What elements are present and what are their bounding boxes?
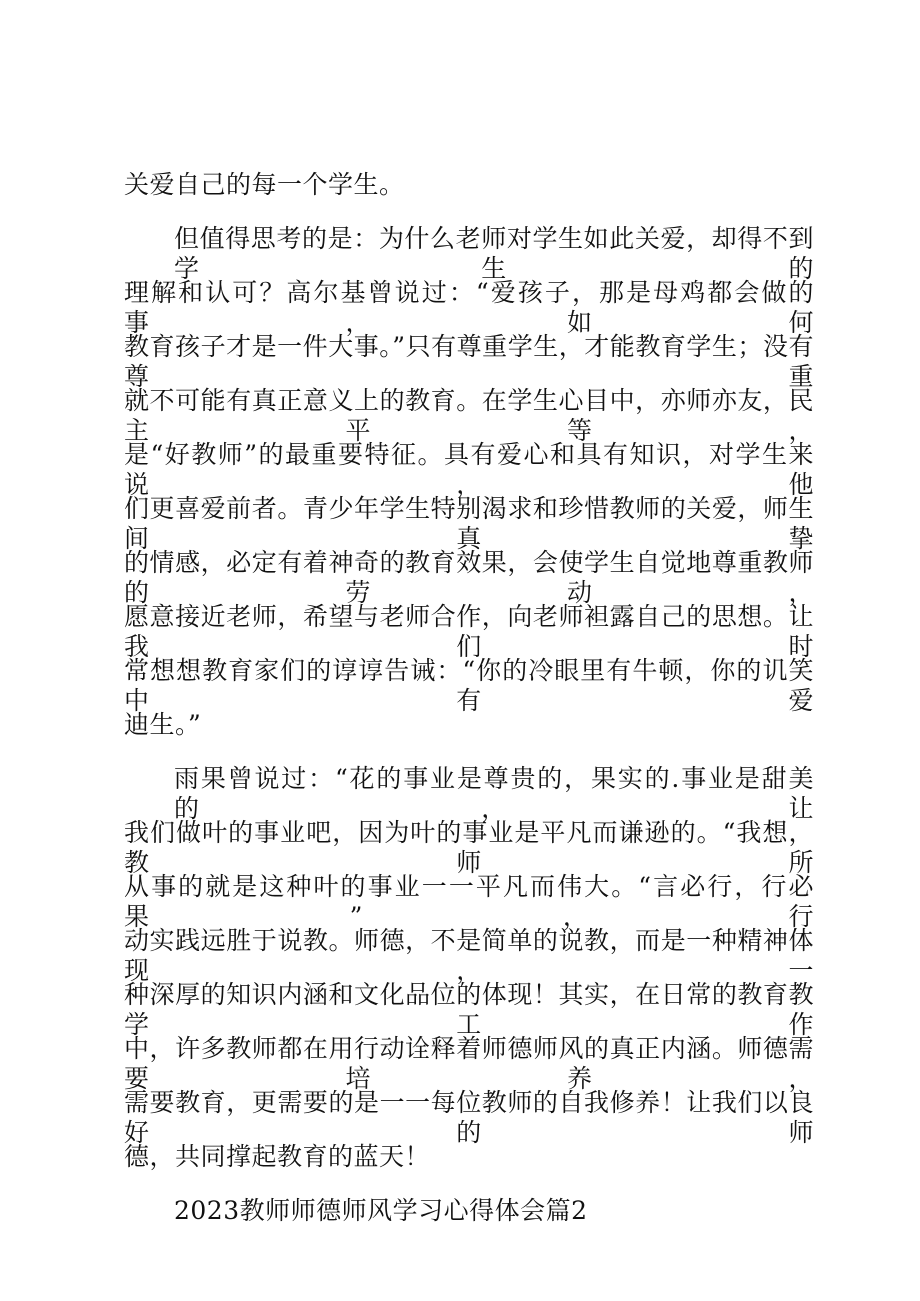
text-line: 迪生。” bbox=[124, 710, 202, 739]
section-heading: 2023教师师德师风学习心得体会篇2 bbox=[174, 1196, 588, 1225]
text-line: 从事的就是这种叶的事业一一平凡而伟大。“言必行，行必果”，行 bbox=[124, 872, 814, 931]
text-line: 们更喜爱前者。青少年学生特别渴求和珍惜教师的关爱，师生间真挚 bbox=[124, 494, 814, 553]
text-line: 是“好教师”的最重要特征。具有爱心和具有知识，对学生来说，他 bbox=[124, 440, 814, 499]
text-line: 德，共同撑起教育的蓝天！ bbox=[124, 1142, 431, 1171]
text-line: 教育孩子才是一件大事。”只有尊重学生，才能教育学生；没有尊重 bbox=[124, 332, 814, 391]
text-line: 的情感，必定有着神奇的教育效果，会使学生自觉地尊重教师的劳动， bbox=[124, 548, 814, 607]
paragraph-first-line: 但值得思考的是：为什么老师对学生如此关爱，却得不到学生的 bbox=[174, 224, 814, 283]
text-line: 中，许多教师都在用行动诠释着师德师风的真正内涵。师德需要培养， bbox=[124, 1034, 814, 1093]
text-line: 种深厚的知识内涵和文化品位的体现！其实，在日常的教育教学工作 bbox=[124, 980, 814, 1039]
text-line: 常想想教育家们的谆谆告诫：“你的冷眼里有牛顿，你的讥笑中有爱 bbox=[124, 656, 814, 715]
text-line: 关爱自己的每一个学生。 bbox=[124, 170, 405, 199]
text-line: 就不可能有真正意义上的教育。在学生心目中，亦师亦友，民主平等， bbox=[124, 386, 814, 445]
text-line: 动实践远胜于说教。师德，不是简单的说教，而是一种精神体现，一 bbox=[124, 926, 814, 985]
text-line: 我们做叶的事业吧，因为叶的事业是平凡而谦逊的。“我想，教师所 bbox=[124, 818, 814, 877]
paragraph-first-line: 雨果曾说过：“花的事业是尊贵的，果实的.事业是甜美的，让 bbox=[174, 764, 814, 823]
text-line: 需要教育，更需要的是一一每位教师的自我修养！让我们以良好的师 bbox=[124, 1088, 814, 1147]
text-line: 理解和认可？高尔基曾说过：“爱孩子，那是母鸡都会做的事，如何 bbox=[124, 278, 814, 337]
text-line: 愿意接近老师，希望与老师合作，向老师袒露自己的思想。让我们时 bbox=[124, 602, 814, 661]
